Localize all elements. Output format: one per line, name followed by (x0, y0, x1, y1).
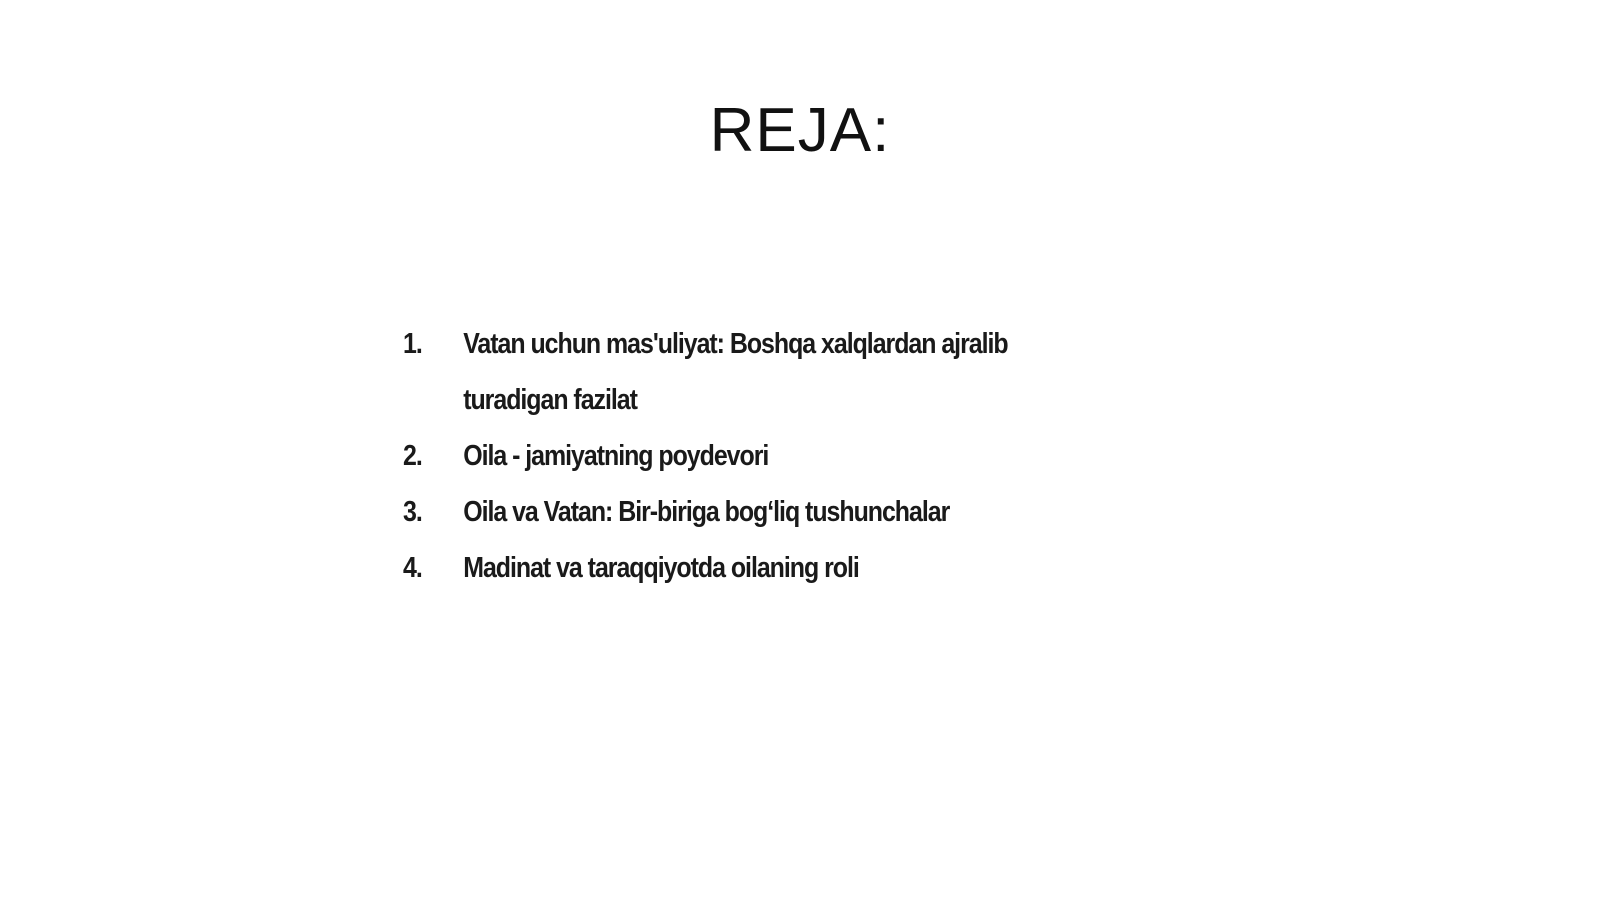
plan-item-number: 1. (403, 328, 422, 360)
plan-item-number: 2. (403, 440, 422, 472)
slide-title: REJA: (709, 96, 891, 165)
plan-item-text: Vatan uchun mas'uliyat: Boshqa xalqlardan ajralib turadigan fazilat (463, 328, 1008, 416)
plan-item-2 (403, 428, 1022, 484)
plan-list (403, 316, 1123, 596)
plan-item-text: Oila - jamiyatning poydevori (463, 440, 769, 472)
plan-item-text: Madinat va taraqqiyotda oilaning roli (463, 552, 859, 584)
plan-item-4 (403, 540, 1022, 596)
plan-item-number: 3. (403, 496, 422, 528)
plan-item-number: 4. (403, 552, 422, 584)
plan-item-text: Oila va Vatan: Bir-biriga bog‘liq tushunchalar (463, 496, 950, 528)
plan-item-3 (403, 484, 1022, 540)
plan-item-1 (403, 316, 1022, 428)
